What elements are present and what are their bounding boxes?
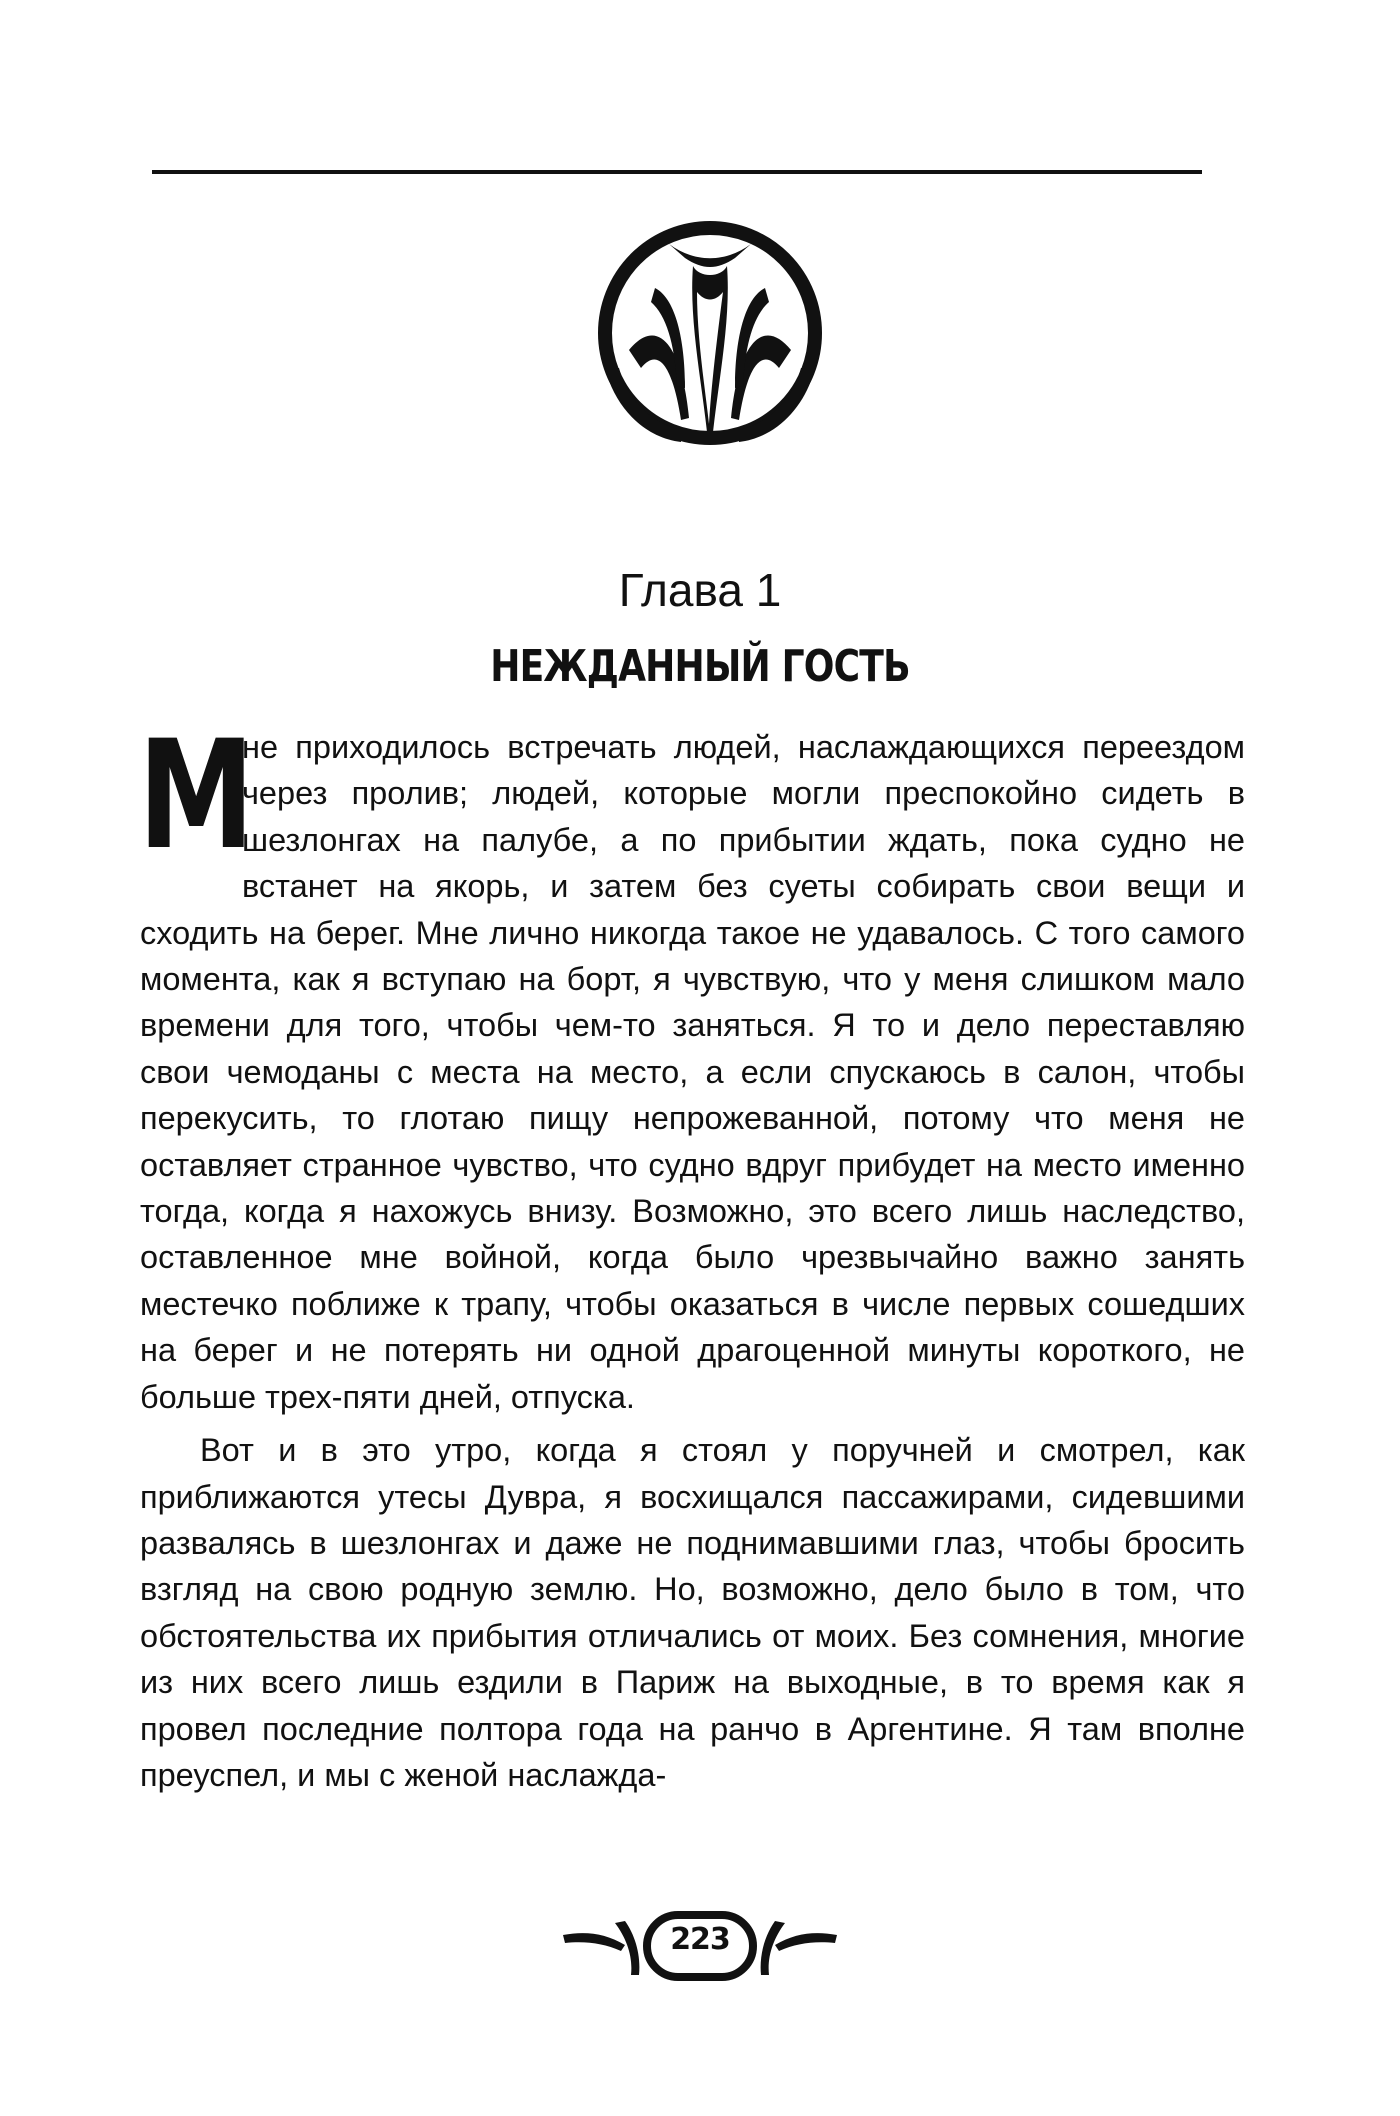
chapter-text <box>138 709 1245 1798</box>
paragraph-1 <box>138 709 1245 1420</box>
chapter-label: Глава 1 <box>618 564 782 616</box>
page-number: 223 <box>670 1922 730 1957</box>
paragraph-2: Вот и в это утро, когда я стоял у поручней и смотрел, как приближаются утесы Дувра, я восхищался пассажирами, сидевшими развалясь в шезлонгах и даже не поднимавшими глаз, чтобы бросить взгляд на свою родную землю. Но, возможно, дело было в том, что обстоятельства их прибытия отличались от моих. Без сомнения, многие из них всего лишь ездили в Париж на выходные, в то время как я провел последние полтора года на ранчо в Аргентине. Я там вполне преуспел, и мы с женой наслажда- <box>140 1432 1245 1793</box>
top-rule <box>152 170 1202 174</box>
chapter-ornament-icon <box>585 218 835 450</box>
chapter-title: НЕЖДАННЫЙ ГОСТЬ <box>490 641 910 692</box>
paragraph-1-text: не приходилось встречать людей, наслаждающихся переездом через пролив; людей, которые могли преспокойно сидеть в шезлонгах на палубе, а по прибытии ждать, пока судно не встанет на якорь, и затем без суеты собирать свои вещи и сходить на берег. Мне лично никогда такое не удавалось. С того самого момента, как я вступаю на борт, я чувствую, что у меня слишком мало времени для того, чтобы чем-то заняться. Я то и дело переставляю свои чемоданы с места на место, а если спускаюсь в салон, чтобы перекусить, то глотаю пищу непрожеванной, потому что меня не оставляет странное чувство, что судно вдруг прибудет на место именно тогда, когда я нахожусь внизу. Возможно, это всего лишь наследство, оставленное мне войной, когда было чрезвычайно важно занять местечко поближе к трапу, чтобы оказаться в числе первых сошедших на берег и не потерять ни одной драгоценной минуты короткого, не больше трех-пяти дней, отпуска. <box>140 729 1245 1415</box>
drop-cap: М <box>138 709 255 883</box>
